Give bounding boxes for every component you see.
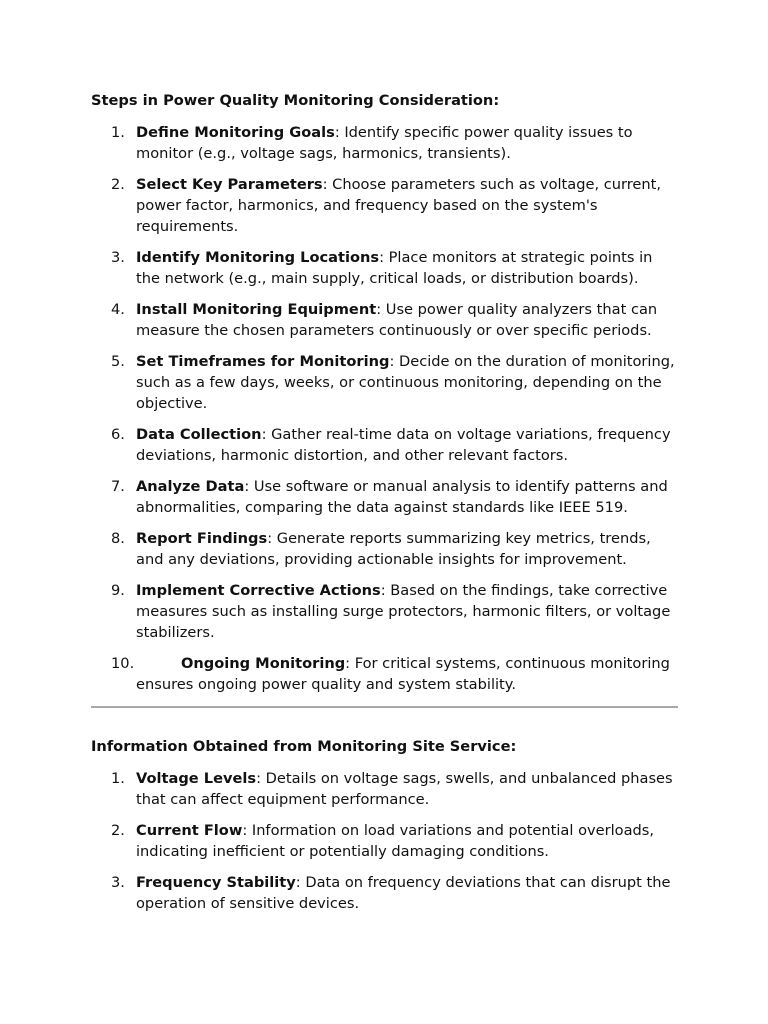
list-number: 2. [111, 176, 125, 193]
list-text: : Based on the findings, take corrective measures such as installing surge protectors, harmonic filters, or voltage stabilizers. [136, 582, 671, 641]
list-number: 5. [111, 353, 125, 370]
section-heading-steps: Steps in Power Quality Monitoring Consideration: [91, 92, 500, 109]
list-text: : Use power quality analyzers that can measure the chosen parameters continuously or over specific periods. [136, 301, 658, 339]
list-text: : Information on load variations and potential overloads, indicating inefficient or potentially damaging conditions. [136, 822, 655, 860]
list-term: Analyze Data [136, 478, 245, 495]
list-text: : Choose parameters such as voltage, current, power factor, harmonics, and frequency based on the system's requirements. [136, 176, 662, 235]
list-text: : Place monitors at strategic points in the network (e.g., main supply, critical loads, or distribution boards). [136, 249, 653, 287]
list-text: : Generate reports summarizing key metrics, trends, and any deviations, providing actionable insights for improvement. [136, 530, 651, 568]
list-term: Report Findings [136, 530, 268, 547]
list-text: : For critical systems, continuous monitoring ensures ongoing power quality and system stability. [136, 655, 670, 693]
list-item [91, 768, 678, 810]
list-term: Current Flow [136, 822, 243, 839]
list-term: Voltage Levels [136, 770, 257, 787]
list-item [91, 351, 678, 414]
list-term: Identify Monitoring Locations [136, 249, 380, 266]
section-info [91, 736, 678, 914]
list-number: 4. [111, 301, 125, 318]
list-term: Ongoing Monitoring [181, 655, 346, 672]
list-item [91, 653, 678, 695]
list-item [91, 299, 678, 341]
list-number: 9. [111, 582, 125, 599]
list-term: Implement Corrective Actions [136, 582, 381, 599]
list-term: Set Timeframes for Monitoring [136, 353, 390, 370]
list-term: Frequency Stability [136, 874, 296, 891]
list-text: : Decide on the duration of monitoring, such as a few days, weeks, or continuous monitoring, depending on the objective. [136, 353, 675, 412]
list-number: 1. [111, 124, 125, 141]
list-term: Data Collection [136, 426, 262, 443]
info-list [91, 768, 678, 914]
list-number: 2. [111, 822, 125, 839]
list-item [91, 247, 678, 289]
list-item [91, 174, 678, 237]
document-page [91, 90, 678, 914]
list-term: Install Monitoring Equipment [136, 301, 377, 318]
list-item [91, 424, 678, 466]
list-term: Select Key Parameters [136, 176, 323, 193]
list-text: : Identify specific power quality issues to monitor (e.g., voltage sags, harmonics, transients). [136, 124, 633, 162]
list-text: : Gather real-time data on voltage variations, frequency deviations, harmonic distortion, and other relevant factors. [136, 426, 671, 464]
list-number: 8. [111, 530, 125, 547]
list-item [91, 122, 678, 164]
list-number: 6. [111, 426, 125, 443]
list-item [91, 580, 678, 643]
list-number: 3. [111, 249, 125, 266]
list-number: 10. [111, 655, 135, 672]
list-term: Define Monitoring Goals [136, 124, 335, 141]
list-item [91, 872, 678, 914]
horizontal-divider [91, 706, 678, 708]
list-item [91, 528, 678, 570]
list-item [91, 476, 678, 518]
list-number: 1. [111, 770, 125, 787]
list-number: 3. [111, 874, 125, 891]
list-text: : Data on frequency deviations that can disrupt the operation of sensitive devices. [136, 874, 671, 912]
list-item [91, 820, 678, 862]
steps-list [91, 122, 678, 695]
list-text: : Details on voltage sags, swells, and unbalanced phases that can affect equipment performance. [136, 770, 673, 808]
section-heading-info: Information Obtained from Monitoring Site Service: [91, 738, 517, 755]
list-text: : Use software or manual analysis to identify patterns and abnormalities, comparing the data against standards like IEEE 519. [136, 478, 668, 516]
list-number: 7. [111, 478, 125, 495]
